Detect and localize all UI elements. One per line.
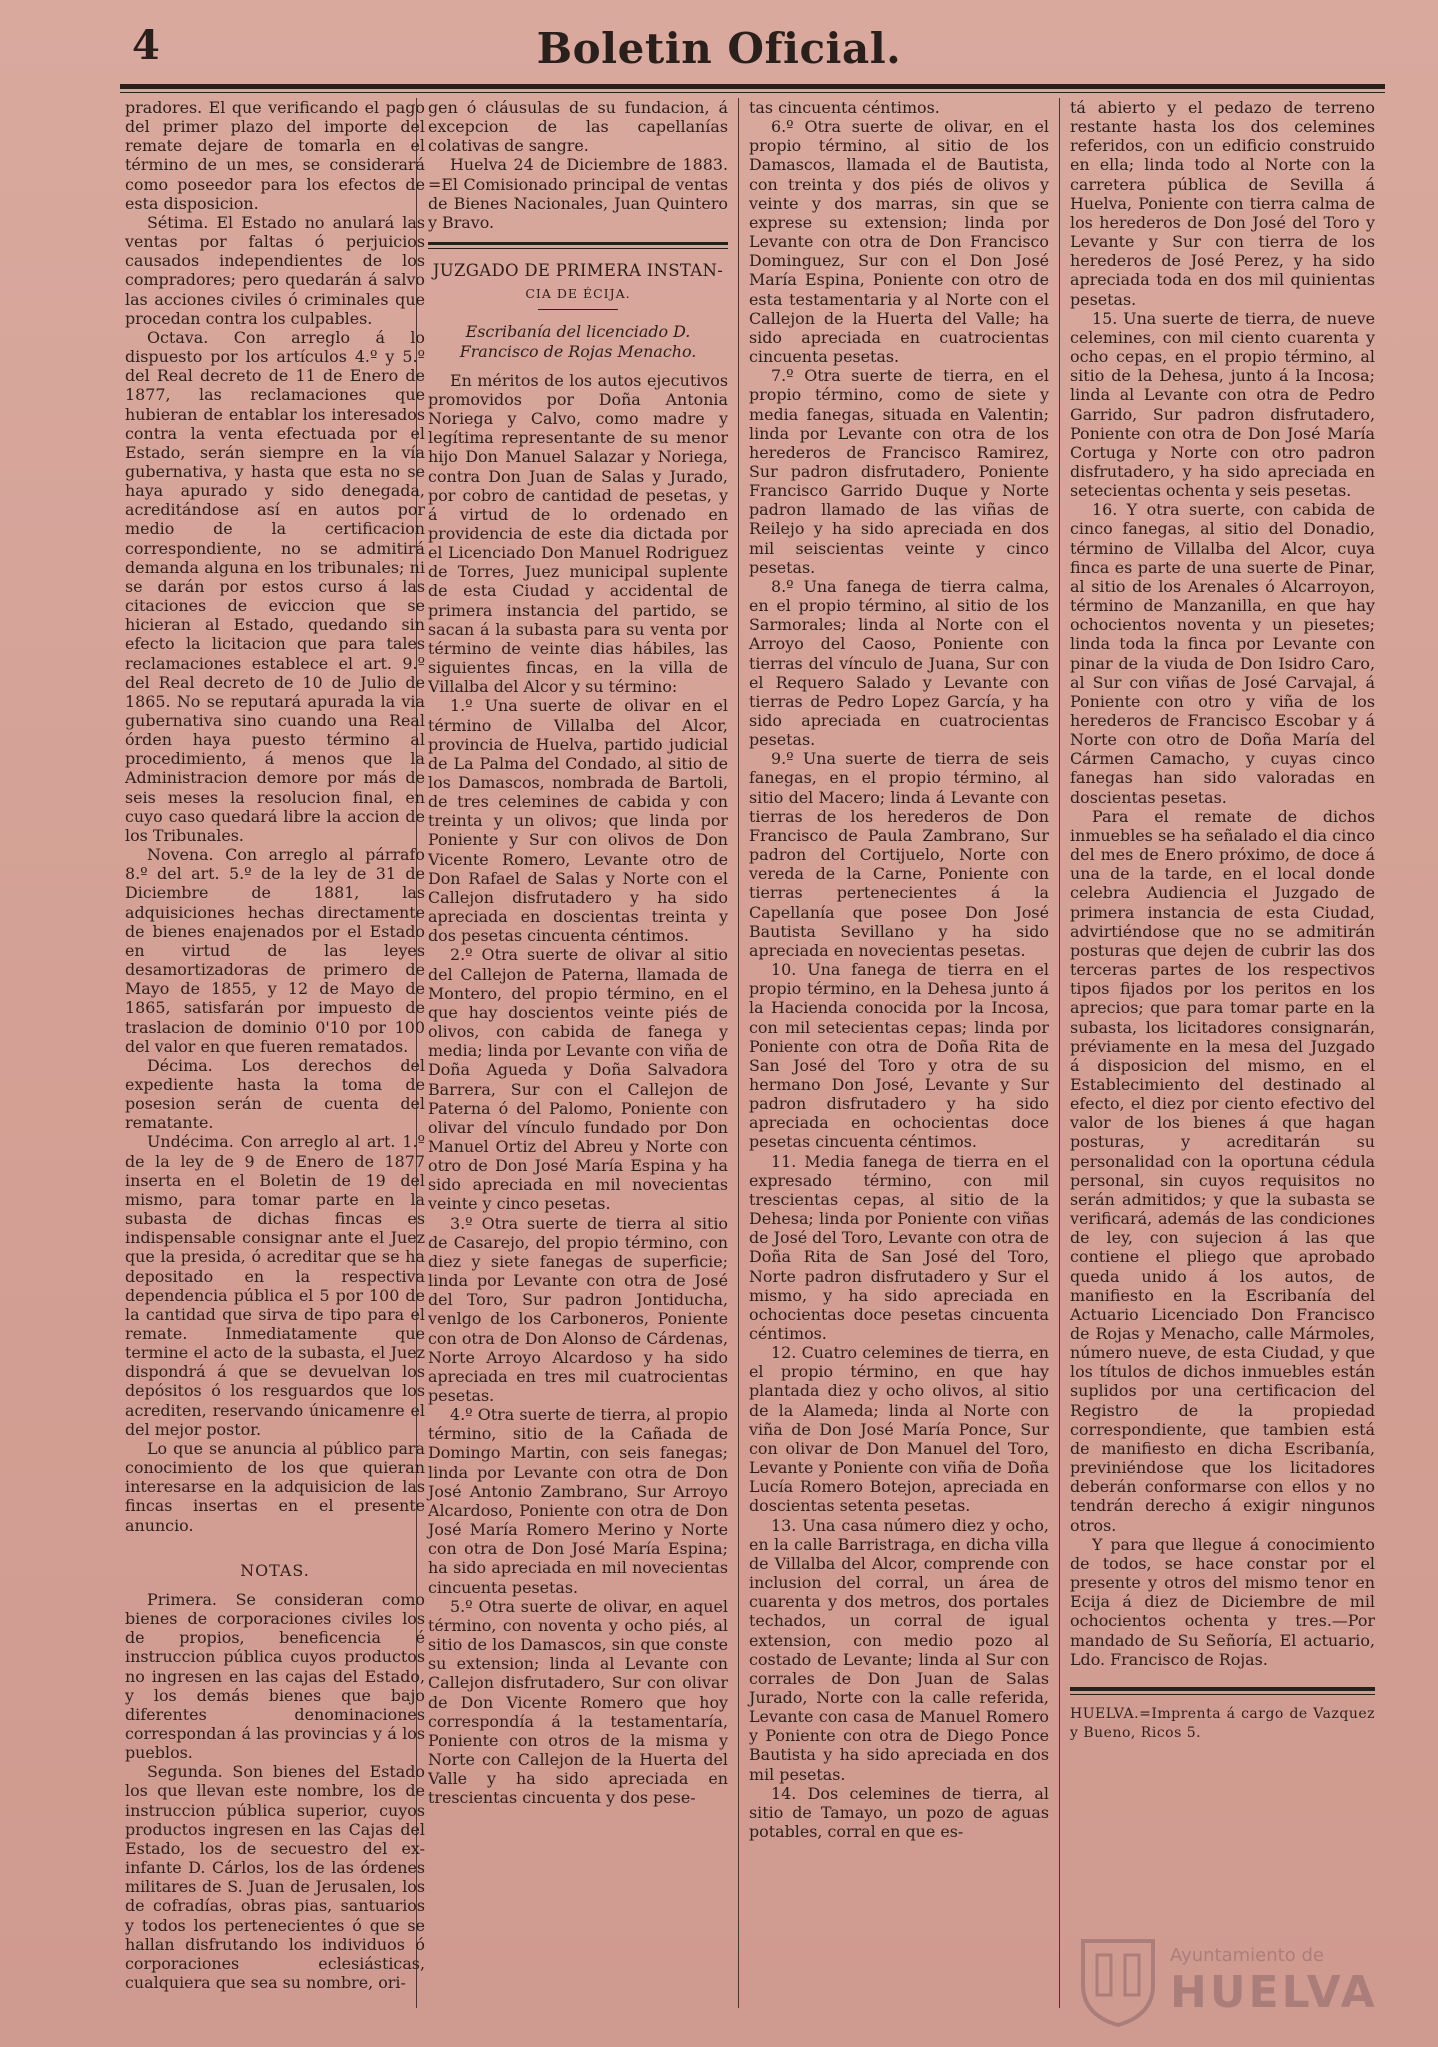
footer-rule-thin [1070, 1694, 1375, 1695]
paragraph: Huelva 24 de Diciembre de 1883. =El Comisionado principal de ventas de Bienes Nacionales, Juan Quintero y Bravo. [428, 155, 728, 232]
paragraph: 8.º Una fanega de tierra calma, en el propio término, al sitio de los Sarmorales; linda al Norte con el Arroyo del Caoso, Poniente con tierras del vínculo de Juana, Sur con el Requero Salado y Levante con tierras de Pedro Lopez García, y ha sido apreciada en cuatrocientas pesetas. [749, 576, 1049, 750]
masthead-title: Boletin Oficial. [536, 24, 902, 73]
juzgado-heading-cont: CIA DE ÉCIJA. [525, 286, 631, 302]
watermark-line2: HUELVA [1170, 1967, 1378, 2018]
section-rule-thin [428, 248, 728, 249]
paragraph: En méritos de los autos ejecutivos promovidos por Doña Antonia Noriega y Calvo, como madre y legítima representante de su menor hijo Don Manuel Salazar y Noriega, contra Don Juan de Salas y Jurado, por cobro de cantidad de pesetas, y á virtud de lo ordenado en providencia de este dia dictada por el Licenciado Don Manuel Rodriguez de Torres, Juez municipal suplente de esta Ciudad y accidental de primera instancia del partido, se sacan á la subasta para su venta por término de veinte dias hábiles, las siguientes fincas, en la villa de Villalba del Alcor y su término: [428, 370, 728, 697]
paragraph: 1.º Una suerte de olivar en el término de Villalba del Alcor, provincia de Huelva, partido judicial de La Palma del Condado, al sitio de los Damascos, nombrada de Bartoli, de tres celemines de cabida y con treinta y un olivos; que linda por Poniente y Sur con olivos de Don Vicente Romero, Levante otro de Don Rafael de Salas y Norte con el Callejon disfrutadero y ha sido apreciada en doscientas treinta y dos pesetas cincuenta céntimos. [428, 696, 728, 946]
paragraph: 14. Dos celemines de tierra, al sitio de Tamayo, un pozo de aguas potables, corral en que es- [749, 1783, 1049, 1842]
paragraph: 2.º Otra suerte de olivar al sitio del Callejon de Paterna, llamada de Montero, del propio término, en el que hay doscientos veinte piés de olivos, con cabida de fanega y media; linda por Levante con viña de Doña Agueda y Doña Salvadora Barrera, Sur con el Callejon de Paterna ó del Palomo, Poniente con olivar del vínculo fundado por Don Manuel Ortiz del Abreu y Norte con otro de Don José María Espina y ha sido apreciada en mil novecientas veinte y cinco pesetas. [428, 945, 728, 1214]
paragraph: 6.º Otra suerte de olivar, en el propio término, al sitio de los Damascos, llamada el de Bautista, con treinta y dos piés de olivos y veinte y dos marras, sin que se exprese su extension; linda por Levante con otra de Don Francisco Dominguez, Sur con el Don José María Espina, Poniente con otro de esta testamentaria y al Norte con el Callejon de la Huerta del Valle; ha sido apreciada en cuatrocientas cincuenta pesetas. [749, 117, 1049, 367]
column-3 [749, 98, 1049, 1841]
paragraph: Novena. Con arreglo al párrafo 8.º del art. 5.º de la ley de 31 de Diciembre de 1881, las adquisiciones hechas directamente de bienes enajenados por el Estado en virtud de las leyes desamortizadoras de primero de Mayo de 1855, y 12 de Mayo de 1865, satisfarán por impuesto de traslacion de dominio 0'10 por 100 del valor en que fueren rematados. [125, 845, 425, 1056]
city-shield-icon [1075, 1935, 1161, 2027]
paragraph: 11. Media fanega de tierra en el expresado término, con mil trescientas cepas, al sitio de la Dehesa; linda por Poniente con viñas de José del Toro, Levante con otra de Doña Rita de San José del Toro, Norte padron disfrutadero y Sur el mismo, y ha sido apreciada en ochocientas doce pesetas cincuenta céntimos. [749, 1151, 1049, 1343]
masthead-rule [120, 84, 1385, 89]
paragraph: Segunda. Son bienes del Estado los que llevan este nombre, los de instruccion pública superior, cuyos productos ingresen en las Cajas del Estado, los de secuestro del ex-infante D. Cárlos, los de las órdenes militares de S. Juan de Jerusalen, los de cofradías, obras pias, santuarios y todos los pertenecientes ó que se hallan disfrutando los individuos ó corporaciones eclesiásticas, cualquiera que sea su nombre, ori- [125, 1762, 425, 1992]
column-2 [428, 98, 728, 1807]
paragraph: 12. Cuatro celemines de tierra, en el propio término, en que hay plantada diez y ocho olivos, al sitio de la Alameda; linda al Norte con viña de Don José María Ponce, Sur con olivar de Don Manuel del Toro, Levante y Poniente con viña de Doña Lucía Romero Botejon, apreciada en doscientas setenta pesetas. [749, 1343, 1049, 1516]
paragraph: Octava. Con arreglo á lo dispuesto por los artículos 4.º y 5.º del Real decreto de 11 de Enero de 1877, las reclamaciones que hubieran de entablar los interesados contra la venta efectuada por el Estado, serán siempre en la vía gubernativa, y hasta que esta no se haya apurado y sido denegada, acreditándose así en autos por medio de la certificacion correspondiente, no se admitirá demanda alguna en los tribunales; ni se darán por estos curso á las citaciones de eviccion que se hicieran al Estado, quedando sin efecto la licitacion que para tales reclamaciones establece el art. 9.º del Real decreto de 10 de Julio de 1865. No se reputará apurada la via gubernativa sino cuando una Real órden haya puesto término al procedimiento, á menos que la Administracion demore por más de seis meses la resolucion final, en cuyo caso quedará libre la accion de los Tribunales. [125, 327, 425, 845]
column-divider [1059, 98, 1060, 2008]
paragraph: 5.º Otra suerte de olivar, en aquel término, con noventa y ocho piés, al sitio de los Damascos, sin que conste su extension; linda al Levante con Callejon disfrutadero, Sur con olivar de Don Vicente Romero que hoy correspondía á la testamentaría, Poniente con otros de la misma y Norte con Callejon de la Huerta del Valle y ha sido apreciada en trescientas cincuenta y dos pese- [428, 1596, 728, 1808]
escribania-subtitle: Escribanía del licenciado D. Francisco de Rojas Menacho. [459, 322, 697, 361]
column-4 [1070, 98, 1375, 1743]
paragraph: 7.º Otra suerte de tierra, en el propio término, como de siete y media fanegas, situada en Valentin; linda por Levante con otra de los herederos de Francisco Ramirez, Sur padron disfrutadero, Poniente Francisco Garrido Duque y Norte padron llamado de las viñas de Reilejo y ha sido apreciada en dos mil seiscientas veinte y cinco pesetas. [749, 366, 1049, 577]
paragraph: 16. Y otra suerte, con cabida de cinco fanegas, al sitio del Donadio, término de Villalba del Alcor, cuya finca es parte de una suerte de Pinar, al sitio de los Arenales ó Alcarroyon, término de Manzanilla, en que hay ochocientos noventa y un piesetes; linda toda la finca por Levante con pinar de la viuda de Don Isidro Caro, al Sur con viñas de José Carvajal, á Poniente con otro y viña de los herederos de Francisco Escobar y á Norte con otro de Doña María del Cármen Camacho, y cuyas cinco fanegas han sido valoradas en doscientas pesetas. [1070, 500, 1375, 807]
paragraph: 4.º Otra suerte de tierra, al propio término, sitio de la Cañada de Domingo Martin, con seis fanegas; linda por Levante con otra de Don José Antonio Zambrano, Sur Arroyo Alcardoso, Poniente con otra de Don José María Romero Merino y Norte con otra de Don José María Espina; ha sido apreciada en mil novecientas cincuenta pesetas. [428, 1405, 728, 1597]
imprint-line: HUELVA.=Imprenta á cargo de Vazquez y Bueno, Ricos 5. [1070, 1705, 1375, 1741]
watermark-line1: Ayuntamiento de [1170, 1945, 1324, 1966]
notas-heading: NOTAS. [240, 1560, 310, 1580]
paragraph: pradores. El que verificando el pago del primer plazo del importe del remate dejare de tomarla en el término de un mes, se considerará como poseedor para los efectos de esta disposicion. [125, 98, 425, 213]
paragraph: 15. Una suerte de tierra, de nueve celemines, con mil ciento cuarenta y ocho cepas, en el propio término, al sitio de la Dehesa, junto á la Incosa; linda al Levante con otra de Pedro Garrido, Sur padron disfrutadero, Poniente con otra de Don José María Cortuga y Norte con otro padron disfrutadero, y ha sido apreciada en setecientas ochenta y seis pesetas. [1070, 308, 1375, 501]
paragraph: 9.º Una suerte de tierra de seis fanegas, en el propio término, al sitio del Macero; linda á Levante con tierras de los herederos de Don Francisco de Paula Zambrano, Sur padron del Cortijuelo, Norte con vereda de la Carne, Poniente con tierras pertenecientes á la Capellanía que posee Don José Bautista Sevillano y ha sido apreciada en novecientas pesetas. [749, 749, 1049, 960]
masthead-rule-thin [120, 92, 1385, 93]
column-divider [738, 98, 739, 2008]
paragraph: 13. Una casa número diez y ocho, en la calle Barristraga, en dicha villa de Villalba del Alcor, comprende con inclusion del corral, un área de cuarenta y dos metros, dos portales techados, un corral de igual extension, con medio pozo al costado de Levante; linda al Sur con corrales de Don Juan de Salas Jurado, Norte con la calle referida, Levante con casa de Manuel Romero y Poniente con otra de Diego Ponce Bautista y ha sido apreciada en dos mil pesetas. [749, 1515, 1049, 1784]
paragraph: 3.º Otra suerte de tierra al sitio de Casarejo, del propio término, con diez y siete fanegas de superficie; linda por Levante con otra de José del Toro, Sur padron Jontiducha, venlgo de los Carboneros, Poniente con otra de Don Alonso de Cárdenas, Norte Arroyo Alcardoso y ha sido apreciada en tres mil cuatrocientas pesetas. [428, 1213, 728, 1405]
page-number: 4 [132, 22, 160, 69]
column-1 [125, 98, 425, 1992]
paragraph: Undécima. Con arreglo al art. 1.º de la ley de 9 de Enero de 1877 inserta en el Boletin de 19 del mismo, para tomar parte en la subasta de dichas fincas es indispensable consignar ante el Juez que la presida, ó acreditar que se ha depositado en la respectiva dependencia pública el 5 por 100 de la cantidad que sirva de tipo para el remate. Inmediatamente que termine el acto de la subasta, el Juez dispondrá á que se devuelvan los depósitos ó los resguardos que los acrediten, reservando únicamenre el del mejor postor. [125, 1132, 425, 1439]
paragraph: Y para que llegue á conocimiento de todos, se hace constar por el presente y otros del mismo tenor en Ecija á diez de Diciembre de mil ochocientos ochenta y tres.—Por mandado de Su Señoría, El actuario, Ldo. Francisco de Rojas. [1070, 1534, 1375, 1669]
paragraph: 10. Una fanega de tierra en el propio término, en la Dehesa junto á la Hacienda conocida por la Incosa, con mil setecientas cepas; linda por Poniente con otra de Doña Rita de San José del Toro y otra de su hermano Don José, Levante y Sur padron disfrutadero y ha sido apreciada en ochocientas doce pesetas cincuenta céntimos. [749, 960, 1049, 1152]
paragraph: gen ó cláusulas de su fundacion, á excepcion de las capellanías colativas de sangre. [428, 98, 728, 156]
paragraph: Primera. Se consideran como bienes de corporaciones civiles los de propios, beneficencia é instruccion pública cuyos productos no ingresen en las cajas del Estado, y los demás bienes que bajo diferentes denominaciones correspondan á las provincias y á los pueblos. [125, 1589, 425, 1763]
paragraph: Para el remate de dichos inmuebles se ha señalado el dia cinco del mes de Enero próximo, de doce á una de la tarde, en el local donde celebra Audiencia el Juzgado de primera instancia de esta Ciudad, advirtiéndose que no se admitirán posturas que dejen de cubrir las dos terceras partes de los respectivos tipos fijados por los peritos en los aprecios; que para tomar parte en la subasta, los licitadores consignarán, préviamente en la mesa del Juzgado á disposicion del mismo, en el Establecimiento del destinado al efecto, el diez por ciento efectivo del valor de los bienes á que hagan posturas, y acreditarán su personalidad con la oportuna cédula personal, sin cuyos requisitos no serán admitidos; y que la subasta se verificará, además de las condiciones de ley, con sujecion á las que contiene el pliego que aprobado queda unido á los autos, de manifiesto en la Escribanía del Actuario Licenciado Don Francisco de Rojas y Menacho, calle Mármoles, número nueve, de esta Ciudad, y que los títulos de dichos inmuebles están suplidos por una certificacion del Registro de la propiedad correspondiente, que tambien está de manifiesto en dicha Escribanía, previniéndose que los licitadores deberán conformarse con ellos y no tendrán derecho á exigir ningunos otros. [1070, 806, 1375, 1535]
short-rule [538, 309, 618, 310]
paragraph: tas cincuenta céntimos. [749, 98, 940, 117]
archive-watermark [1075, 1935, 1378, 2027]
paragraph: tá abierto y el pedazo de terreno restante hasta los dos celemines referidos, con un edificio construido en ella; linda todo al Norte con la carretera pública de Sevilla á Huelva, Poniente con tierra calma de los herederos de Don José del Toro y Levante y Sur con tierra de los herederos de José Perez, y ha sido apreciada toda en dos mil quinientas pesetas. [1070, 98, 1375, 309]
juzgado-heading: JUZGADO DE PRIMERA INSTAN- [432, 261, 724, 281]
paragraph: Sétima. El Estado no anulará las ventas por faltas ó perjuicios causados independientes de los compradores; pero quedarán á salvo las acciones civiles ó criminales que procedan contra los culpables. [125, 212, 425, 328]
footer-rule [1070, 1687, 1375, 1691]
paragraph: Lo que se anuncia al público para conocimiento de los que quieran interesarse en la adquisicion de las fincas insertas en el presente anuncio. [125, 1438, 425, 1535]
paragraph: Décima. Los derechos del expediente hasta la toma de posesion serán de cuenta del rematante. [125, 1055, 425, 1133]
section-rule [428, 242, 728, 245]
